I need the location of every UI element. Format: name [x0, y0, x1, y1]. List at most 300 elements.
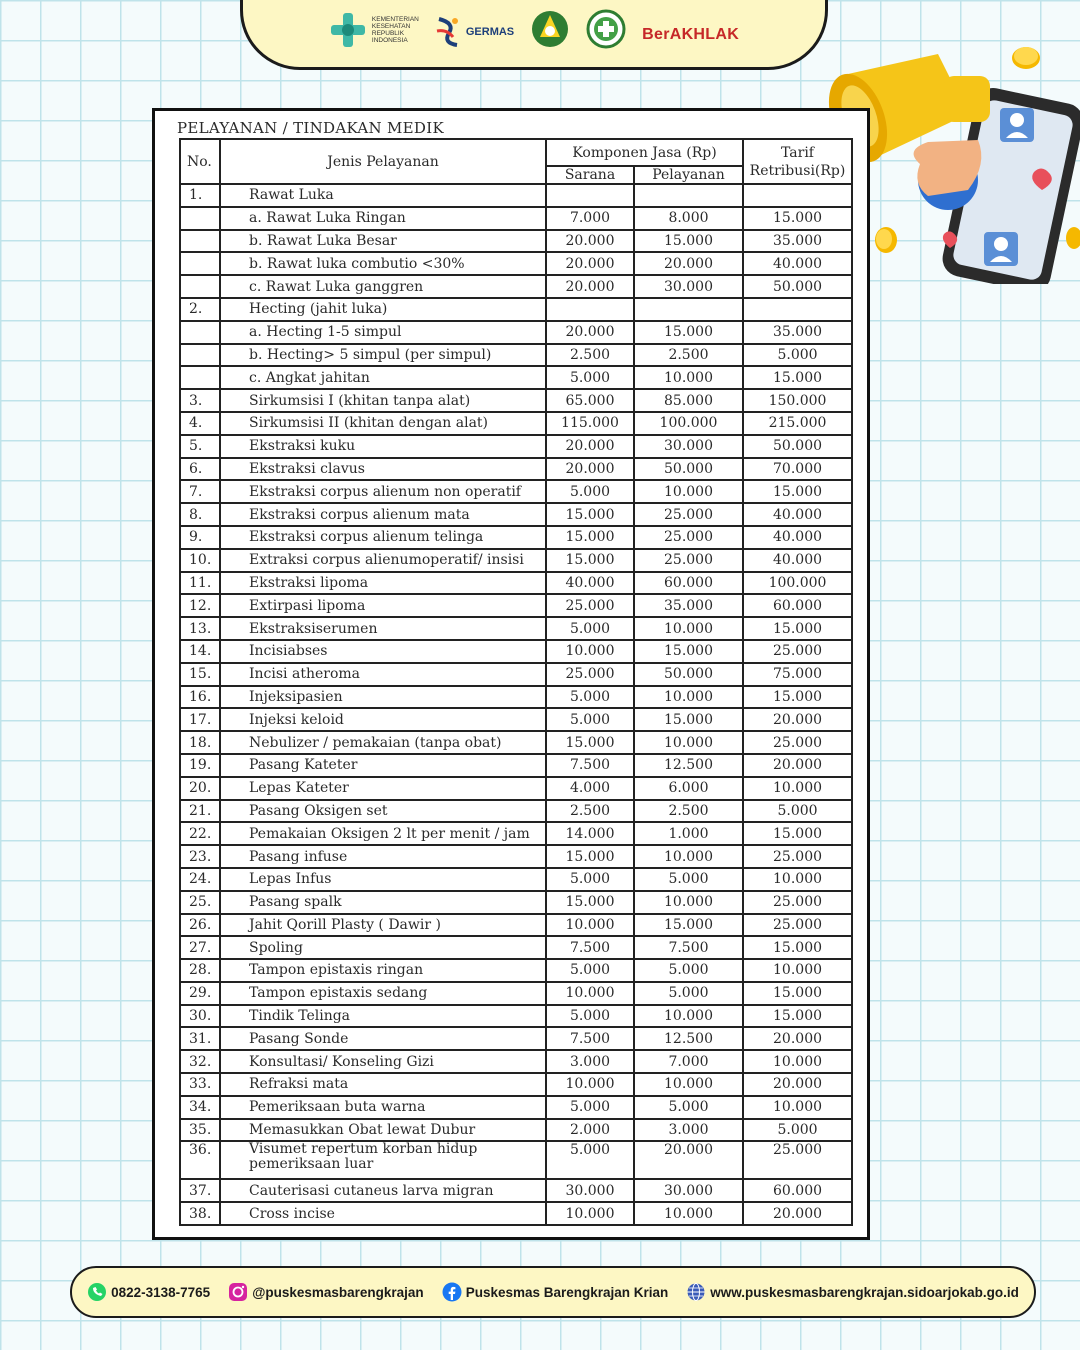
pelayanan-value: 85.000 — [634, 389, 743, 412]
row-number: 33. — [180, 1073, 220, 1096]
service-name: Ekstraksiserumen — [220, 617, 546, 640]
service-name: Incisiabses — [220, 640, 546, 663]
tarif-value: 25.000 — [743, 914, 852, 937]
pelayanan-value: 30.000 — [634, 1179, 743, 1202]
service-name: Ekstraksi clavus — [220, 458, 546, 481]
service-name: Extraksi corpus alienumoperatif/ insisi — [220, 549, 546, 572]
row-number: 1. — [180, 184, 220, 207]
phone-number: 0822-3138-7765 — [111, 1284, 211, 1300]
service-name — [220, 1141, 546, 1179]
sarana-value: 30.000 — [546, 1179, 634, 1202]
table-row — [180, 936, 852, 959]
service-name: Spoling — [220, 936, 546, 959]
sarana-value: 15.000 — [546, 845, 634, 868]
service-name: Rawat Luka — [220, 184, 546, 207]
row-number — [180, 275, 220, 298]
sarana-value: 7.500 — [546, 1027, 634, 1050]
facebook-page: Puskesmas Barengkrajan Krian — [465, 1284, 669, 1300]
service-name: b. Hecting> 5 simpul (per simpul) — [220, 344, 546, 367]
row-number — [180, 230, 220, 253]
service-name: Injeksi keloid — [220, 708, 546, 731]
pelayanan-value: 5.000 — [634, 959, 743, 982]
table-row — [180, 458, 852, 481]
pelayanan-value: 35.000 — [634, 594, 743, 617]
row-number: 4. — [180, 412, 220, 435]
table-row — [180, 1027, 852, 1050]
service-name: Hecting (jahit luka) — [220, 298, 546, 321]
kemenkes-logo — [329, 11, 419, 49]
sarana-value: 15.000 — [546, 503, 634, 526]
sarana-value: 65.000 — [546, 389, 634, 412]
sarana-value: 14.000 — [546, 822, 634, 845]
header-pelayanan: Pelayanan — [634, 166, 743, 184]
contact-phone[interactable] — [87, 1282, 210, 1302]
tariff-document — [152, 108, 870, 1240]
table-row — [180, 503, 852, 526]
table-row — [180, 389, 852, 412]
table-row — [180, 207, 852, 230]
tarif-value: 215.000 — [743, 412, 852, 435]
table-row — [180, 594, 852, 617]
row-number: 37. — [180, 1179, 220, 1202]
pelayanan-value: 10.000 — [634, 1202, 743, 1225]
tarif-value: 40.000 — [743, 549, 852, 572]
table-row — [180, 344, 852, 367]
pelayanan-value: 15.000 — [634, 708, 743, 731]
header-no: No. — [180, 139, 220, 184]
table-row — [180, 412, 852, 435]
sarana-value: 7.000 — [546, 207, 634, 230]
row-number: 3. — [180, 389, 220, 412]
sarana-value: 5.000 — [546, 617, 634, 640]
tarif-value: 15.000 — [743, 617, 852, 640]
table-row — [180, 1202, 852, 1225]
table-row — [180, 230, 852, 253]
pelayanan-value: 15.000 — [634, 230, 743, 253]
service-name: Ekstraksi corpus alienum telinga — [220, 526, 546, 549]
pelayanan-value: 7.000 — [634, 1050, 743, 1073]
row-number: 28. — [180, 959, 220, 982]
tarif-value: 20.000 — [743, 708, 852, 731]
pelayanan-value — [634, 298, 743, 321]
service-name: Ekstraksi lipoma — [220, 572, 546, 595]
service-name: Refraksi mata — [220, 1073, 546, 1096]
row-number: 19. — [180, 754, 220, 777]
website-url: www.puskesmasbarengkrajan.sidoarjokab.go.id — [710, 1284, 1019, 1300]
sidoarjo-logo — [530, 9, 570, 49]
berakhlak-logo — [642, 26, 739, 49]
pelayanan-value — [634, 184, 743, 207]
pelayanan-value: 2.500 — [634, 344, 743, 367]
row-number: 7. — [180, 480, 220, 503]
tarif-value: 10.000 — [743, 868, 852, 891]
logo-banner — [240, 0, 828, 70]
pelayanan-value: 5.000 — [634, 982, 743, 1005]
sarana-value: 20.000 — [546, 230, 634, 253]
coin-icon — [875, 227, 897, 253]
tarif-value: 50.000 — [743, 435, 852, 458]
user-icon — [1000, 108, 1034, 142]
tarif-value: 25.000 — [743, 845, 852, 868]
sarana-value: 2.500 — [546, 800, 634, 823]
row-number: 20. — [180, 777, 220, 800]
table-row — [180, 777, 852, 800]
tarif-value: 10.000 — [743, 777, 852, 800]
table-row — [180, 754, 852, 777]
pelayanan-value: 10.000 — [634, 1073, 743, 1096]
tarif-value: 20.000 — [743, 754, 852, 777]
tarif-value: 5.000 — [743, 800, 852, 823]
row-number: 18. — [180, 731, 220, 754]
pelayanan-value: 20.000 — [634, 1141, 743, 1179]
row-number: 17. — [180, 708, 220, 731]
tarif-value: 10.000 — [743, 959, 852, 982]
service-name: Ekstraksi kuku — [220, 435, 546, 458]
row-number: 21. — [180, 800, 220, 823]
tarif-value: 40.000 — [743, 252, 852, 275]
berakhlak-text: BerAKHLAK — [642, 26, 740, 43]
pelayanan-value: 10.000 — [634, 891, 743, 914]
row-number: 2. — [180, 298, 220, 321]
sarana-value: 4.000 — [546, 777, 634, 800]
sarana-value: 5.000 — [546, 480, 634, 503]
table-row — [180, 1096, 852, 1119]
pelayanan-value: 25.000 — [634, 549, 743, 572]
tarif-value: 25.000 — [743, 891, 852, 914]
service-name: b. Rawat Luka Besar — [220, 230, 546, 253]
table-row — [180, 868, 852, 891]
tarif-value: 5.000 — [743, 344, 852, 367]
sarana-value — [546, 298, 634, 321]
sarana-value: 20.000 — [546, 252, 634, 275]
service-name: Ekstraksi corpus alienum non operatif — [220, 480, 546, 503]
tarif-value: 75.000 — [743, 663, 852, 686]
contact-bar — [70, 1266, 1036, 1318]
tarif-value: 150.000 — [743, 389, 852, 412]
sarana-value: 15.000 — [546, 549, 634, 572]
table-row — [180, 731, 852, 754]
service-name: Pasang Kateter — [220, 754, 546, 777]
germas-text: GERMAS — [465, 26, 515, 38]
pelayanan-value: 5.000 — [634, 868, 743, 891]
sarana-value: 20.000 — [546, 275, 634, 298]
tarif-value: 25.000 — [743, 640, 852, 663]
pelayanan-value: 10.000 — [634, 731, 743, 754]
row-number: 9. — [180, 526, 220, 549]
sarana-value: 5.000 — [546, 1096, 634, 1119]
sarana-value: 5.000 — [546, 868, 634, 891]
table-row — [180, 184, 852, 207]
tarif-value: 40.000 — [743, 503, 852, 526]
sarana-value: 3.000 — [546, 1050, 634, 1073]
tarif-value: 60.000 — [743, 594, 852, 617]
pelayanan-value: 25.000 — [634, 503, 743, 526]
row-number: 38. — [180, 1202, 220, 1225]
contact-instagram[interactable] — [228, 1282, 424, 1302]
pelayanan-value: 12.500 — [634, 1027, 743, 1050]
row-number: 35. — [180, 1119, 220, 1142]
kemenkes-icon — [329, 11, 367, 49]
table-row — [180, 800, 852, 823]
header-sarana: Sarana — [546, 166, 634, 184]
pelayanan-value: 30.000 — [634, 275, 743, 298]
service-name: Injeksipasien — [220, 686, 546, 709]
service-name: Pemakaian Oksigen 2 lt per menit / jam — [220, 822, 546, 845]
pelayanan-value: 10.000 — [634, 617, 743, 640]
service-name: Pasang Sonde — [220, 1027, 546, 1050]
pelayanan-value: 50.000 — [634, 663, 743, 686]
row-number: 23. — [180, 845, 220, 868]
table-row — [180, 366, 852, 389]
table-row — [180, 914, 852, 937]
service-name: Ekstraksi corpus alienum mata — [220, 503, 546, 526]
tarif-value: 20.000 — [743, 1073, 852, 1096]
service-name: Pasang Oksigen set — [220, 800, 546, 823]
row-number: 32. — [180, 1050, 220, 1073]
user-icon — [984, 232, 1018, 266]
tarif-value: 35.000 — [743, 321, 852, 344]
row-number — [180, 207, 220, 230]
berakhlak-subtext — [642, 44, 739, 49]
row-number: 31. — [180, 1027, 220, 1050]
sarana-value: 7.500 — [546, 754, 634, 777]
sarana-value: 10.000 — [546, 914, 634, 937]
header-jenis-pelayanan: Jenis Pelayanan — [220, 139, 546, 184]
service-name: Memasukkan Obat lewat Dubur — [220, 1119, 546, 1142]
table-body — [180, 184, 852, 1225]
table-row — [180, 708, 852, 731]
table-row — [180, 1050, 852, 1073]
sarana-value: 5.000 — [546, 1141, 634, 1179]
table-row — [180, 252, 852, 275]
tarif-value: 40.000 — [743, 526, 852, 549]
pelayanan-value: 100.000 — [634, 412, 743, 435]
sarana-value: 10.000 — [546, 1202, 634, 1225]
row-number: 11. — [180, 572, 220, 595]
sarana-value: 15.000 — [546, 731, 634, 754]
table-row — [180, 891, 852, 914]
tariff-table — [179, 138, 853, 1226]
tarif-value: 15.000 — [743, 207, 852, 230]
row-number: 6. — [180, 458, 220, 481]
service-name: Lepas Kateter — [220, 777, 546, 800]
pelayanan-value: 15.000 — [634, 914, 743, 937]
pelayanan-value: 8.000 — [634, 207, 743, 230]
row-number: 22. — [180, 822, 220, 845]
service-name: a. Hecting 1-5 simpul — [220, 321, 546, 344]
tarif-value: 25.000 — [743, 1141, 852, 1179]
table-row — [180, 321, 852, 344]
row-number: 27. — [180, 936, 220, 959]
sarana-value: 25.000 — [546, 663, 634, 686]
document-title: PELAYANAN / TINDAKAN MEDIK — [177, 119, 444, 137]
tarif-value: 70.000 — [743, 458, 852, 481]
sarana-value: 20.000 — [546, 435, 634, 458]
sarana-value: 2.500 — [546, 344, 634, 367]
service-name: Lepas Infus — [220, 868, 546, 891]
tarif-value: 15.000 — [743, 480, 852, 503]
sarana-value: 15.000 — [546, 891, 634, 914]
row-number: 30. — [180, 1005, 220, 1028]
instagram-icon — [228, 1282, 248, 1302]
sarana-value: 20.000 — [546, 321, 634, 344]
service-name: Pasang spalk — [220, 891, 546, 914]
service-name: Cross incise — [220, 1202, 546, 1225]
header-tarif-label: Tarif Retribusi(Rp) — [749, 144, 846, 179]
row-number — [180, 366, 220, 389]
service-name: Tampon epistaxis sedang — [220, 982, 546, 1005]
pelayanan-value: 6.000 — [634, 777, 743, 800]
pelayanan-value: 1.000 — [634, 822, 743, 845]
service-name: c. Rawat Luka ganggren — [220, 275, 546, 298]
row-number: 34. — [180, 1096, 220, 1119]
tarif-value: 20.000 — [743, 1202, 852, 1225]
tarif-value: 20.000 — [743, 1027, 852, 1050]
row-number — [180, 344, 220, 367]
table-row — [180, 640, 852, 663]
tarif-value — [743, 298, 852, 321]
table-row — [180, 617, 852, 640]
tarif-value: 15.000 — [743, 686, 852, 709]
sarana-value: 5.000 — [546, 366, 634, 389]
row-number: 36. — [180, 1141, 220, 1179]
kemenkes-text: KEMENTERIAN KESEHATAN REPUBLIK INDONESIA — [371, 16, 419, 44]
table-row — [180, 1073, 852, 1096]
pelayanan-value: 10.000 — [634, 1005, 743, 1028]
service-name: Jahit Qorill Plasty ( Dawir ) — [220, 914, 546, 937]
table-header-row — [180, 139, 852, 166]
table-row — [180, 686, 852, 709]
tarif-value: 10.000 — [743, 1096, 852, 1119]
pelayanan-value: 7.500 — [634, 936, 743, 959]
table-row — [180, 959, 852, 982]
row-number: 25. — [180, 891, 220, 914]
sarana-value: 10.000 — [546, 982, 634, 1005]
service-name: Cauterisasi cutaneus larva migran — [220, 1179, 546, 1202]
table-row — [180, 845, 852, 868]
service-name: Tampon epistaxis ringan — [220, 959, 546, 982]
pelayanan-value: 3.000 — [634, 1119, 743, 1142]
table-row — [180, 549, 852, 572]
contact-website[interactable] — [686, 1282, 1019, 1302]
row-number: 16. — [180, 686, 220, 709]
coin-icon — [1012, 47, 1040, 69]
table-row — [180, 526, 852, 549]
pelayanan-value: 30.000 — [634, 435, 743, 458]
table-row — [180, 298, 852, 321]
service-name: Sirkumsisi I (khitan tanpa alat) — [220, 389, 546, 412]
table-row — [180, 275, 852, 298]
pelayanan-value: 20.000 — [634, 252, 743, 275]
pelayanan-value: 60.000 — [634, 572, 743, 595]
tarif-value: 15.000 — [743, 366, 852, 389]
row-number: 5. — [180, 435, 220, 458]
service-name: Extirpasi lipoma — [220, 594, 546, 617]
pelayanan-value: 10.000 — [634, 686, 743, 709]
germas-logo — [435, 15, 514, 49]
table-row — [180, 822, 852, 845]
tarif-value — [743, 184, 852, 207]
sarana-value: 2.000 — [546, 1119, 634, 1142]
pelayanan-value: 15.000 — [634, 321, 743, 344]
service-name: Tindik Telinga — [220, 1005, 546, 1028]
row-number: 24. — [180, 868, 220, 891]
table-row — [180, 480, 852, 503]
tarif-value: 35.000 — [743, 230, 852, 253]
sarana-value: 10.000 — [546, 640, 634, 663]
service-name: Pemeriksaan buta warna — [220, 1096, 546, 1119]
service-name: Sirkumsisi II (khitan dengan alat) — [220, 412, 546, 435]
sarana-value: 15.000 — [546, 526, 634, 549]
table-row — [180, 1119, 852, 1142]
tarif-value: 60.000 — [743, 1179, 852, 1202]
service-name: Nebulizer / pemakaian (tanpa obat) — [220, 731, 546, 754]
tarif-value: 25.000 — [743, 731, 852, 754]
row-number: 14. — [180, 640, 220, 663]
tarif-value: 5.000 — [743, 1119, 852, 1142]
tarif-value: 15.000 — [743, 822, 852, 845]
row-number: 15. — [180, 663, 220, 686]
row-number: 26. — [180, 914, 220, 937]
row-number: 29. — [180, 982, 220, 1005]
row-number — [180, 252, 220, 275]
tarif-value: 15.000 — [743, 982, 852, 1005]
service-name-text: Visumet repertum korban hidup pemeriksaan luar — [249, 1141, 478, 1173]
instagram-handle: @puskesmasbarengkrajan — [252, 1284, 424, 1300]
sarana-value: 5.000 — [546, 708, 634, 731]
tarif-value: 15.000 — [743, 936, 852, 959]
coin-icon — [1066, 227, 1080, 249]
puskesmas-logo — [586, 9, 626, 49]
sarana-value: 5.000 — [546, 1005, 634, 1028]
service-name: Pasang infuse — [220, 845, 546, 868]
row-number: 10. — [180, 549, 220, 572]
table-row — [180, 435, 852, 458]
header-tarif — [743, 139, 852, 184]
pelayanan-value: 25.000 — [634, 526, 743, 549]
pelayanan-value: 15.000 — [634, 640, 743, 663]
header-komponen-jasa: Komponen Jasa (Rp) — [546, 139, 743, 166]
sarana-value: 10.000 — [546, 1073, 634, 1096]
service-name: a. Rawat Luka Ringan — [220, 207, 546, 230]
facebook-icon — [442, 1282, 462, 1302]
sarana-value: 5.000 — [546, 686, 634, 709]
service-name: c. Angkat jahitan — [220, 366, 546, 389]
globe-icon — [686, 1282, 706, 1302]
sarana-value: 115.000 — [546, 412, 634, 435]
tarif-value: 10.000 — [743, 1050, 852, 1073]
table-row — [180, 982, 852, 1005]
row-number: 8. — [180, 503, 220, 526]
pelayanan-value: 10.000 — [634, 366, 743, 389]
table-row — [180, 1141, 852, 1179]
sarana-value: 40.000 — [546, 572, 634, 595]
table-row — [180, 1005, 852, 1028]
tarif-value: 15.000 — [743, 1005, 852, 1028]
row-number: 13. — [180, 617, 220, 640]
sarana-value: 20.000 — [546, 458, 634, 481]
sarana-value: 5.000 — [546, 959, 634, 982]
whatsapp-icon — [87, 1282, 107, 1302]
pelayanan-value: 50.000 — [634, 458, 743, 481]
tarif-value: 50.000 — [743, 275, 852, 298]
germas-icon — [435, 15, 461, 49]
service-name: b. Rawat luka combutio <30% — [220, 252, 546, 275]
sarana-value: 25.000 — [546, 594, 634, 617]
service-name: Incisi atheroma — [220, 663, 546, 686]
pelayanan-value: 2.500 — [634, 800, 743, 823]
contact-facebook[interactable] — [442, 1282, 669, 1302]
